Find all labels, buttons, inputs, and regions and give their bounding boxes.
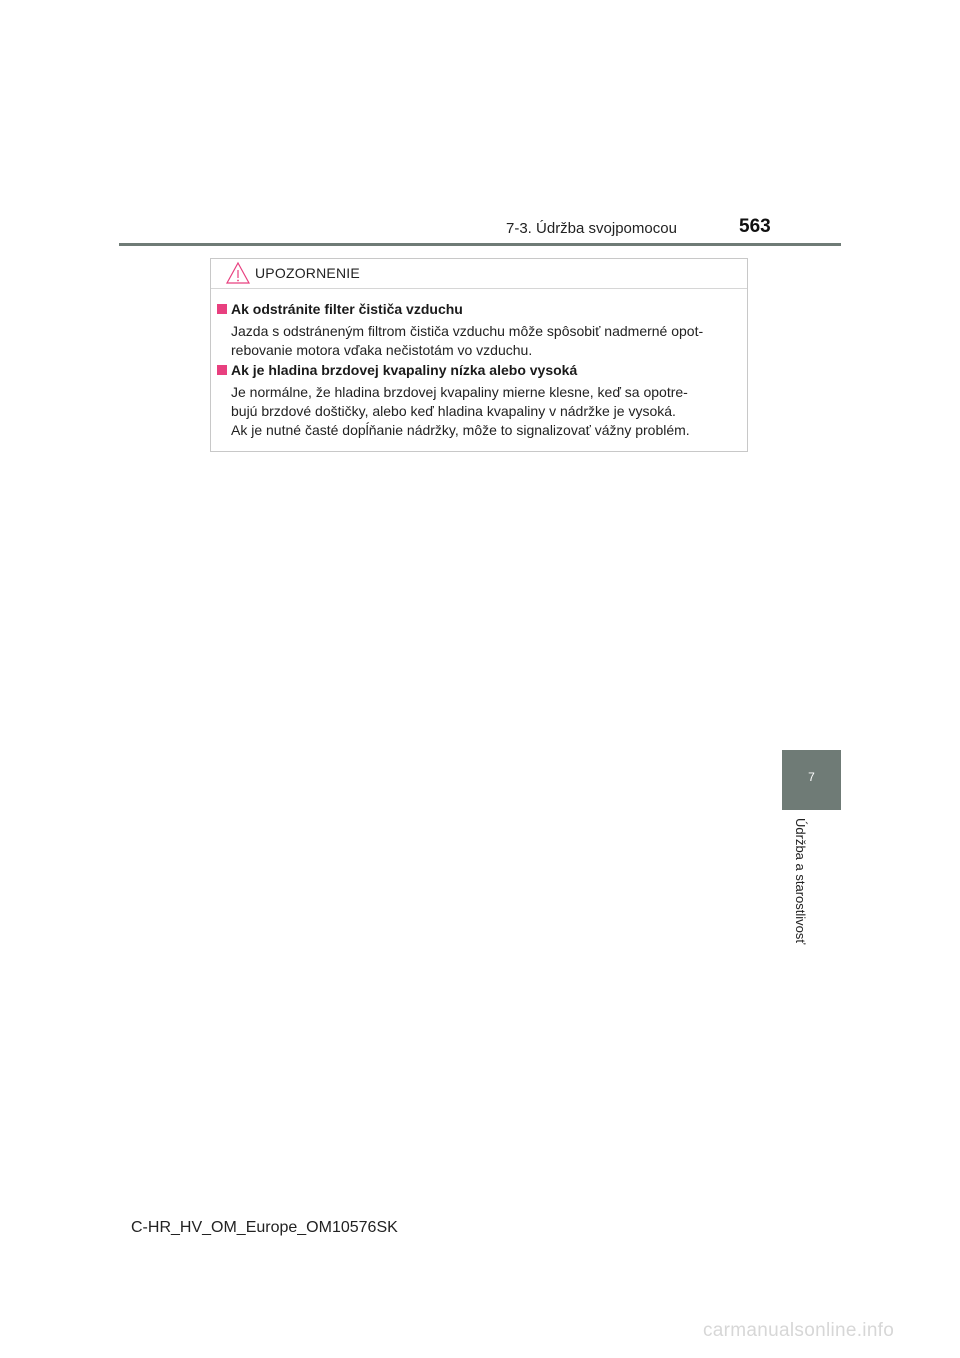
item-body: [217, 322, 743, 360]
warning-title: UPOZORNENIE: [255, 265, 360, 281]
header-rule: [119, 243, 841, 246]
body-line: rebovanie motora vďaka nečistotám vo vzduchu.: [231, 342, 533, 358]
warning-header: [211, 259, 747, 289]
chapter-tab[interactable]: [782, 750, 841, 810]
watermark: carmanualsonline.info: [703, 1320, 895, 1341]
body-line: Ak je nutné časté dopĺňanie nádržky, môže to signalizovať vážny problém.: [231, 422, 690, 438]
item-heading-text: Ak odstránite filter čističa vzduchu: [231, 301, 463, 317]
bullet-square-icon: [217, 365, 227, 375]
chapter-number: 7: [808, 770, 815, 784]
item-heading: [217, 300, 743, 318]
body-line: Jazda s odstráneným filtrom čističa vzduchu môže spôsobiť nadmerné opot-: [231, 323, 704, 339]
body-line: bujú brzdové doštičky, alebo keď hladina kvapaliny v nádržke je vysoká.: [231, 403, 676, 419]
chapter-label: Údržba a starostlivosť: [793, 818, 808, 945]
page-number: 563: [739, 216, 771, 237]
body-line: Je normálne, že hladina brzdovej kvapaliny mierne klesne, keď sa opotre-: [231, 384, 688, 400]
warning-box: [210, 258, 748, 452]
warning-item: [217, 361, 743, 440]
warning-triangle-icon: [225, 261, 251, 285]
bullet-square-icon: [217, 304, 227, 314]
item-body: [217, 383, 743, 440]
item-heading-text: Ak je hladina brzdovej kvapaliny nízka alebo vysoká: [231, 362, 578, 378]
warning-item: [217, 300, 743, 360]
footer-code: C-HR_HV_OM_Europe_OM10576SK: [131, 1219, 398, 1236]
section-title: 7-3. Údržba svojpomocou: [506, 220, 677, 237]
item-heading: [217, 361, 743, 379]
